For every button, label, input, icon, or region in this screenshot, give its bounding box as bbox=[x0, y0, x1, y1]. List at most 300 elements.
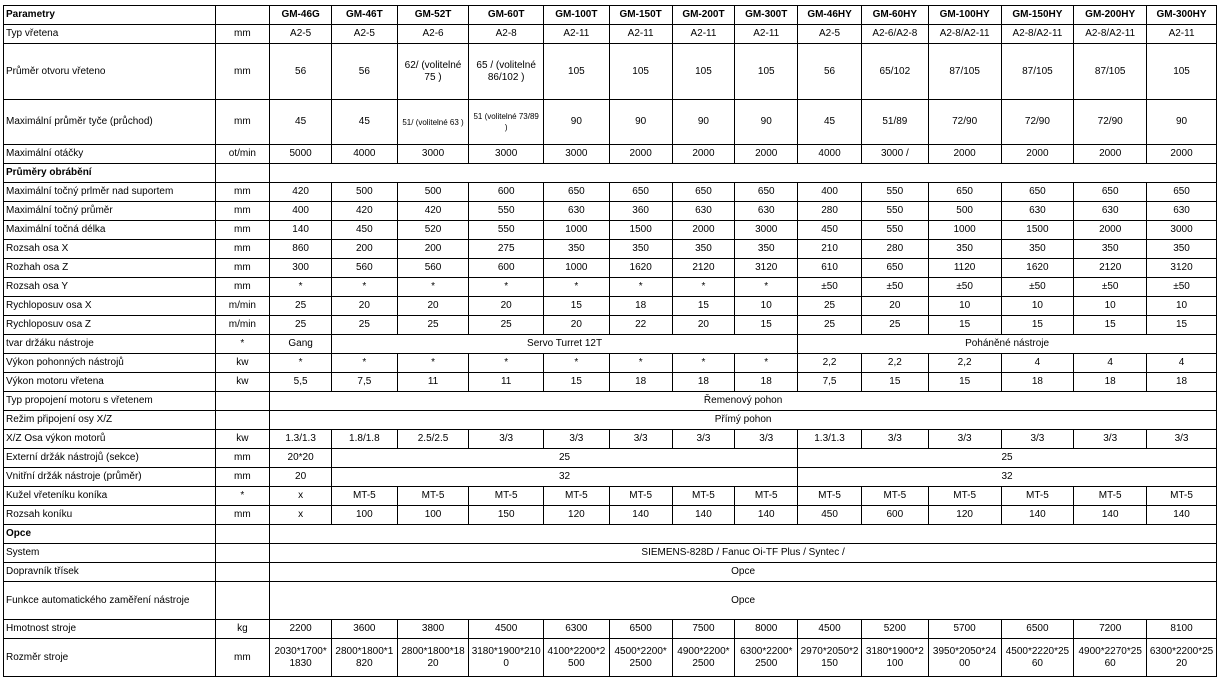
section-blank bbox=[270, 164, 1217, 183]
table-cell: A2-6 bbox=[397, 25, 469, 44]
table-cell: 15 bbox=[543, 373, 609, 392]
table-cell: * bbox=[270, 354, 332, 373]
table-cell: * bbox=[543, 354, 609, 373]
table-cell: 3/3 bbox=[1147, 430, 1217, 449]
table-cell: 4500*2220*2560 bbox=[1001, 639, 1074, 677]
row-unit: mm bbox=[215, 506, 270, 525]
table-cell: 3/3 bbox=[609, 430, 672, 449]
table-cell: MT-5 bbox=[861, 487, 928, 506]
table-cell: 20 bbox=[270, 468, 332, 487]
table-cell: 630 bbox=[672, 202, 735, 221]
table-cell: 72/90 bbox=[1074, 100, 1147, 145]
row-unit: mm bbox=[215, 259, 270, 278]
row-unit: kw bbox=[215, 430, 270, 449]
table-cell: A2-5 bbox=[270, 25, 332, 44]
table-cell: 200 bbox=[397, 240, 469, 259]
table-cell: 25 bbox=[332, 316, 398, 335]
table-cell: 120 bbox=[543, 506, 609, 525]
table-cell: 5200 bbox=[861, 620, 928, 639]
table-cell: 11 bbox=[469, 373, 544, 392]
table-cell: 25 bbox=[469, 316, 544, 335]
table-row bbox=[4, 430, 1217, 449]
table-cell: A2-11 bbox=[672, 25, 735, 44]
table-row bbox=[4, 354, 1217, 373]
table-cell: 3180*1900*2100 bbox=[469, 639, 544, 677]
table-cell: 90 bbox=[672, 100, 735, 145]
table-cell: MT-5 bbox=[332, 487, 398, 506]
row-label: Výkon motoru vřetena bbox=[4, 373, 216, 392]
table-cell: 20 bbox=[397, 297, 469, 316]
table-cell: 200 bbox=[332, 240, 398, 259]
table-cell: 15 bbox=[1147, 316, 1217, 335]
row-unit bbox=[215, 563, 270, 582]
table-cell: 25 bbox=[270, 316, 332, 335]
table-cell: 18 bbox=[609, 373, 672, 392]
row-unit: mm bbox=[215, 44, 270, 100]
table-cell: 3800 bbox=[397, 620, 469, 639]
column-header: GM-300T bbox=[735, 6, 798, 25]
table-row bbox=[4, 145, 1217, 164]
row-unit: m/min bbox=[215, 316, 270, 335]
table-cell: 25 bbox=[270, 297, 332, 316]
table-cell: 3/3 bbox=[1001, 430, 1074, 449]
column-header: GM-46T bbox=[332, 6, 398, 25]
row-label: Průměr otvoru vřeteno bbox=[4, 44, 216, 100]
header-unit bbox=[215, 6, 270, 25]
table-cell: 22 bbox=[609, 316, 672, 335]
row-label: Funkce automatického zaměření nástroje bbox=[4, 582, 216, 620]
table-cell: 2000 bbox=[609, 145, 672, 164]
section-row bbox=[4, 164, 1217, 183]
table-cell: * bbox=[672, 354, 735, 373]
header-label: Parametry bbox=[4, 6, 216, 25]
table-cell: 3000 bbox=[543, 145, 609, 164]
table-cell: ±50 bbox=[798, 278, 862, 297]
table-cell: 15 bbox=[861, 373, 928, 392]
table-cell: 350 bbox=[543, 240, 609, 259]
table-cell: 1.3/1.3 bbox=[798, 430, 862, 449]
row-unit bbox=[215, 582, 270, 620]
row-label: Hmotnost stroje bbox=[4, 620, 216, 639]
table-row bbox=[4, 487, 1217, 506]
table-cell: 4100*2200*2500 bbox=[543, 639, 609, 677]
table-cell: 360 bbox=[609, 202, 672, 221]
table-row bbox=[4, 373, 1217, 392]
table-cell: 51 (volitelné 73/89 ) bbox=[469, 100, 544, 145]
table-cell: 650 bbox=[1074, 183, 1147, 202]
table-cell: 3000 bbox=[735, 221, 798, 240]
table-cell: 3/3 bbox=[543, 430, 609, 449]
table-cell: * bbox=[332, 278, 398, 297]
table-cell: 600 bbox=[469, 259, 544, 278]
table-cell: * bbox=[735, 278, 798, 297]
table-cell: * bbox=[332, 354, 398, 373]
table-cell: 4 bbox=[1074, 354, 1147, 373]
column-header: GM-60HY bbox=[861, 6, 928, 25]
table-row bbox=[4, 620, 1217, 639]
row-unit: kw bbox=[215, 373, 270, 392]
table-cell: 550 bbox=[469, 202, 544, 221]
table-cell: 450 bbox=[332, 221, 398, 240]
table-cell: 500 bbox=[928, 202, 1001, 221]
table-cell: MT-5 bbox=[672, 487, 735, 506]
table-cell: 630 bbox=[543, 202, 609, 221]
table-row bbox=[4, 335, 1217, 354]
row-label: Maximální točný průměr bbox=[4, 202, 216, 221]
table-cell: 3120 bbox=[1147, 259, 1217, 278]
column-header: GM-52T bbox=[397, 6, 469, 25]
table-cell: 7200 bbox=[1074, 620, 1147, 639]
table-cell: A2-11 bbox=[543, 25, 609, 44]
table-cell: 20 bbox=[332, 297, 398, 316]
table-row bbox=[4, 563, 1217, 582]
table-cell: 18 bbox=[1147, 373, 1217, 392]
table-cell: 3/3 bbox=[928, 430, 1001, 449]
table-cell: 350 bbox=[1074, 240, 1147, 259]
column-header: GM-60T bbox=[469, 6, 544, 25]
table-cell: 275 bbox=[469, 240, 544, 259]
table-cell: 140 bbox=[1147, 506, 1217, 525]
table-row bbox=[4, 449, 1217, 468]
table-cell: 65/102 bbox=[861, 44, 928, 100]
table-cell: 4900*2270*2560 bbox=[1074, 639, 1147, 677]
table-cell: 1500 bbox=[1001, 221, 1074, 240]
row-label: Rozsah osa X bbox=[4, 240, 216, 259]
table-row bbox=[4, 240, 1217, 259]
table-cell: A2-5 bbox=[332, 25, 398, 44]
table-cell: SIEMENS-828D / Fanuc Oi-TF Plus / Syntec / bbox=[270, 544, 1217, 563]
table-cell: 350 bbox=[609, 240, 672, 259]
table-cell: 550 bbox=[861, 221, 928, 240]
table-cell: 280 bbox=[798, 202, 862, 221]
table-cell: 1.3/1.3 bbox=[270, 430, 332, 449]
table-cell: 4 bbox=[1001, 354, 1074, 373]
row-label: Výkon pohonných nástrojů bbox=[4, 354, 216, 373]
table-cell: 350 bbox=[1147, 240, 1217, 259]
row-unit bbox=[215, 392, 270, 411]
table-cell: 4000 bbox=[798, 145, 862, 164]
table-row bbox=[4, 25, 1217, 44]
row-unit: mm bbox=[215, 468, 270, 487]
row-label: Rychloposuv osa Z bbox=[4, 316, 216, 335]
table-row bbox=[4, 639, 1217, 677]
table-cell: * bbox=[609, 354, 672, 373]
table-cell: 650 bbox=[609, 183, 672, 202]
column-header: GM-150T bbox=[609, 6, 672, 25]
table-cell: 87/105 bbox=[1074, 44, 1147, 100]
table-cell: 2000 bbox=[735, 145, 798, 164]
table-cell: 550 bbox=[861, 202, 928, 221]
row-unit: mm bbox=[215, 183, 270, 202]
table-cell: 25 bbox=[798, 449, 1217, 468]
table-cell: 25 bbox=[397, 316, 469, 335]
table-cell: 120 bbox=[928, 506, 1001, 525]
table-cell: 51/ (volitelné 63 ) bbox=[397, 100, 469, 145]
table-cell: 630 bbox=[1074, 202, 1147, 221]
row-unit: ot/min bbox=[215, 145, 270, 164]
table-cell: 560 bbox=[332, 259, 398, 278]
table-cell: 2000 bbox=[1074, 145, 1147, 164]
row-unit: * bbox=[215, 487, 270, 506]
table-cell: 18 bbox=[672, 373, 735, 392]
row-label: Maximální otáčky bbox=[4, 145, 216, 164]
table-cell: 6300*2200*2520 bbox=[1147, 639, 1217, 677]
row-label: Rozsah osa Y bbox=[4, 278, 216, 297]
table-cell: 7,5 bbox=[332, 373, 398, 392]
table-cell: 400 bbox=[270, 202, 332, 221]
table-cell: 100 bbox=[397, 506, 469, 525]
row-unit: mm bbox=[215, 202, 270, 221]
table-cell: * bbox=[270, 278, 332, 297]
table-cell: 3/3 bbox=[469, 430, 544, 449]
table-cell: 45 bbox=[332, 100, 398, 145]
table-cell: 5000 bbox=[270, 145, 332, 164]
table-cell: 105 bbox=[735, 44, 798, 100]
table-cell: 2970*2050*2150 bbox=[798, 639, 862, 677]
table-cell: 1620 bbox=[609, 259, 672, 278]
table-cell: 56 bbox=[270, 44, 332, 100]
table-cell: 630 bbox=[1001, 202, 1074, 221]
table-cell: 87/105 bbox=[1001, 44, 1074, 100]
table-cell: 140 bbox=[1001, 506, 1074, 525]
table-cell: MT-5 bbox=[928, 487, 1001, 506]
table-cell: 1500 bbox=[609, 221, 672, 240]
row-label: Vnitřní držák nástroje (průměr) bbox=[4, 468, 216, 487]
table-cell: ±50 bbox=[1074, 278, 1147, 297]
table-cell: 2,2 bbox=[861, 354, 928, 373]
column-header: GM-100T bbox=[543, 6, 609, 25]
table-row bbox=[4, 506, 1217, 525]
row-label: tvar držáku nástroje bbox=[4, 335, 216, 354]
table-cell: 25 bbox=[332, 449, 798, 468]
table-cell: * bbox=[735, 354, 798, 373]
section-unit bbox=[215, 525, 270, 544]
table-cell: 105 bbox=[672, 44, 735, 100]
table-row bbox=[4, 183, 1217, 202]
table-cell: 3120 bbox=[735, 259, 798, 278]
table-cell: 520 bbox=[397, 221, 469, 240]
table-cell: 500 bbox=[332, 183, 398, 202]
table-cell: 550 bbox=[861, 183, 928, 202]
row-unit: mm bbox=[215, 278, 270, 297]
table-cell: 15 bbox=[1001, 316, 1074, 335]
row-unit bbox=[215, 411, 270, 430]
section-unit bbox=[215, 164, 270, 183]
table-row bbox=[4, 392, 1217, 411]
table-cell: 15 bbox=[543, 297, 609, 316]
table-cell: 105 bbox=[609, 44, 672, 100]
table-cell: 3000 bbox=[397, 145, 469, 164]
table-cell: MT-5 bbox=[1074, 487, 1147, 506]
table-cell: 4000 bbox=[332, 145, 398, 164]
table-cell: 650 bbox=[672, 183, 735, 202]
row-label: Typ propojení motoru s vřetenem bbox=[4, 392, 216, 411]
table-cell: 2800*1800*1820 bbox=[332, 639, 398, 677]
table-cell: A2-6/A2-8 bbox=[861, 25, 928, 44]
table-cell: 32 bbox=[798, 468, 1217, 487]
table-cell: 3000 bbox=[1147, 221, 1217, 240]
table-cell: 18 bbox=[735, 373, 798, 392]
table-cell: A2-8/A2-11 bbox=[1001, 25, 1074, 44]
table-cell: 20 bbox=[672, 316, 735, 335]
table-cell: 2120 bbox=[672, 259, 735, 278]
row-unit: kw bbox=[215, 354, 270, 373]
table-cell: * bbox=[397, 278, 469, 297]
table-cell: 20 bbox=[469, 297, 544, 316]
table-cell: Přímý pohon bbox=[270, 411, 1217, 430]
section-title: Opce bbox=[4, 525, 216, 544]
table-cell: 4900*2200*2500 bbox=[672, 639, 735, 677]
column-header: GM-100HY bbox=[928, 6, 1001, 25]
table-row bbox=[4, 221, 1217, 240]
table-row bbox=[4, 297, 1217, 316]
row-label: Maximální točný prlměr nad suportem bbox=[4, 183, 216, 202]
table-cell: 610 bbox=[798, 259, 862, 278]
table-cell: 56 bbox=[332, 44, 398, 100]
table-cell: 140 bbox=[672, 506, 735, 525]
table-cell: 2,2 bbox=[928, 354, 1001, 373]
table-cell: 20 bbox=[861, 297, 928, 316]
row-label: Rychloposuv osa X bbox=[4, 297, 216, 316]
table-cell: 3/3 bbox=[1074, 430, 1147, 449]
table-cell: 210 bbox=[798, 240, 862, 259]
row-unit: * bbox=[215, 335, 270, 354]
table-cell: 630 bbox=[735, 202, 798, 221]
table-cell: 7500 bbox=[672, 620, 735, 639]
table-cell: ±50 bbox=[928, 278, 1001, 297]
table-cell: Opce bbox=[270, 563, 1217, 582]
table-cell: 650 bbox=[1147, 183, 1217, 202]
table-cell: 25 bbox=[798, 316, 862, 335]
table-cell: Servo Turret 12T bbox=[332, 335, 798, 354]
row-label: Typ vřetena bbox=[4, 25, 216, 44]
table-cell: 650 bbox=[543, 183, 609, 202]
table-cell: MT-5 bbox=[397, 487, 469, 506]
table-cell: * bbox=[397, 354, 469, 373]
table-cell: 3/3 bbox=[861, 430, 928, 449]
row-unit: mm bbox=[215, 221, 270, 240]
table-cell: 420 bbox=[397, 202, 469, 221]
table-cell: 2200 bbox=[270, 620, 332, 639]
table-cell: 6300 bbox=[543, 620, 609, 639]
table-cell: 18 bbox=[1001, 373, 1074, 392]
table-cell: 560 bbox=[397, 259, 469, 278]
table-cell: 350 bbox=[672, 240, 735, 259]
table-cell: 500 bbox=[397, 183, 469, 202]
table-cell: A2-5 bbox=[798, 25, 862, 44]
table-cell: MT-5 bbox=[469, 487, 544, 506]
row-label: System bbox=[4, 544, 216, 563]
table-cell: 280 bbox=[861, 240, 928, 259]
row-unit bbox=[215, 544, 270, 563]
table-cell: 1620 bbox=[1001, 259, 1074, 278]
table-cell: 4500*2200*2500 bbox=[609, 639, 672, 677]
table-row bbox=[4, 582, 1217, 620]
table-cell: 650 bbox=[1001, 183, 1074, 202]
table-cell: 5700 bbox=[928, 620, 1001, 639]
table-cell: 3/3 bbox=[735, 430, 798, 449]
table-cell: 650 bbox=[928, 183, 1001, 202]
table-cell: 51/89 bbox=[861, 100, 928, 145]
table-cell: 450 bbox=[798, 221, 862, 240]
table-cell: 600 bbox=[861, 506, 928, 525]
section-blank bbox=[270, 525, 1217, 544]
table-cell: ±50 bbox=[1147, 278, 1217, 297]
table-cell: 90 bbox=[543, 100, 609, 145]
table-cell: 3000 bbox=[469, 145, 544, 164]
table-cell: MT-5 bbox=[735, 487, 798, 506]
table-cell: A2-8/A2-11 bbox=[1074, 25, 1147, 44]
row-label: Externí držák nástrojů (sekce) bbox=[4, 449, 216, 468]
table-row bbox=[4, 468, 1217, 487]
table-cell: 2000 bbox=[928, 145, 1001, 164]
table-cell: 350 bbox=[1001, 240, 1074, 259]
table-cell: 140 bbox=[1074, 506, 1147, 525]
table-cell: 300 bbox=[270, 259, 332, 278]
table-cell: 3600 bbox=[332, 620, 398, 639]
row-unit: m/min bbox=[215, 297, 270, 316]
table-cell: * bbox=[543, 278, 609, 297]
table-cell: ±50 bbox=[861, 278, 928, 297]
table-cell: 10 bbox=[928, 297, 1001, 316]
table-cell: 350 bbox=[928, 240, 1001, 259]
table-cell: 72/90 bbox=[1001, 100, 1074, 145]
table-cell: 2000 bbox=[1074, 221, 1147, 240]
table-cell: 6300*2200*2500 bbox=[735, 639, 798, 677]
table-cell: Poháněné nástroje bbox=[798, 335, 1217, 354]
column-header: GM-150HY bbox=[1001, 6, 1074, 25]
table-cell: x bbox=[270, 506, 332, 525]
table-row bbox=[4, 278, 1217, 297]
row-unit: kg bbox=[215, 620, 270, 639]
table-cell: 630 bbox=[1147, 202, 1217, 221]
table-row bbox=[4, 316, 1217, 335]
table-cell: 650 bbox=[735, 183, 798, 202]
table-row bbox=[4, 44, 1217, 100]
row-label: Kužel vřeteníku koníka bbox=[4, 487, 216, 506]
table-cell: 650 bbox=[861, 259, 928, 278]
table-cell: 4 bbox=[1147, 354, 1217, 373]
table-cell: 15 bbox=[735, 316, 798, 335]
table-cell: 15 bbox=[1074, 316, 1147, 335]
table-cell: 18 bbox=[1074, 373, 1147, 392]
spec-table bbox=[3, 5, 1217, 677]
row-label: Režim připojení osy X/Z bbox=[4, 411, 216, 430]
table-cell: A2-11 bbox=[735, 25, 798, 44]
table-cell: 2120 bbox=[1074, 259, 1147, 278]
table-cell: 2000 bbox=[672, 221, 735, 240]
row-unit: mm bbox=[215, 449, 270, 468]
table-cell: 11 bbox=[397, 373, 469, 392]
table-cell: 20 bbox=[543, 316, 609, 335]
table-cell: 420 bbox=[270, 183, 332, 202]
table-cell: 10 bbox=[735, 297, 798, 316]
row-label: Rozměr stroje bbox=[4, 639, 216, 677]
table-cell: 15 bbox=[672, 297, 735, 316]
table-cell: 100 bbox=[332, 506, 398, 525]
table-cell: 2000 bbox=[672, 145, 735, 164]
table-cell: 3950*2050*2400 bbox=[928, 639, 1001, 677]
column-header: GM-200HY bbox=[1074, 6, 1147, 25]
table-cell: 18 bbox=[609, 297, 672, 316]
table-row bbox=[4, 411, 1217, 430]
table-cell: 56 bbox=[798, 44, 862, 100]
table-cell: 105 bbox=[1147, 44, 1217, 100]
table-cell: 15 bbox=[928, 373, 1001, 392]
table-cell: 20*20 bbox=[270, 449, 332, 468]
table-cell: 6500 bbox=[609, 620, 672, 639]
table-cell: 65 / (volitelné 86/102 ) bbox=[469, 44, 544, 100]
